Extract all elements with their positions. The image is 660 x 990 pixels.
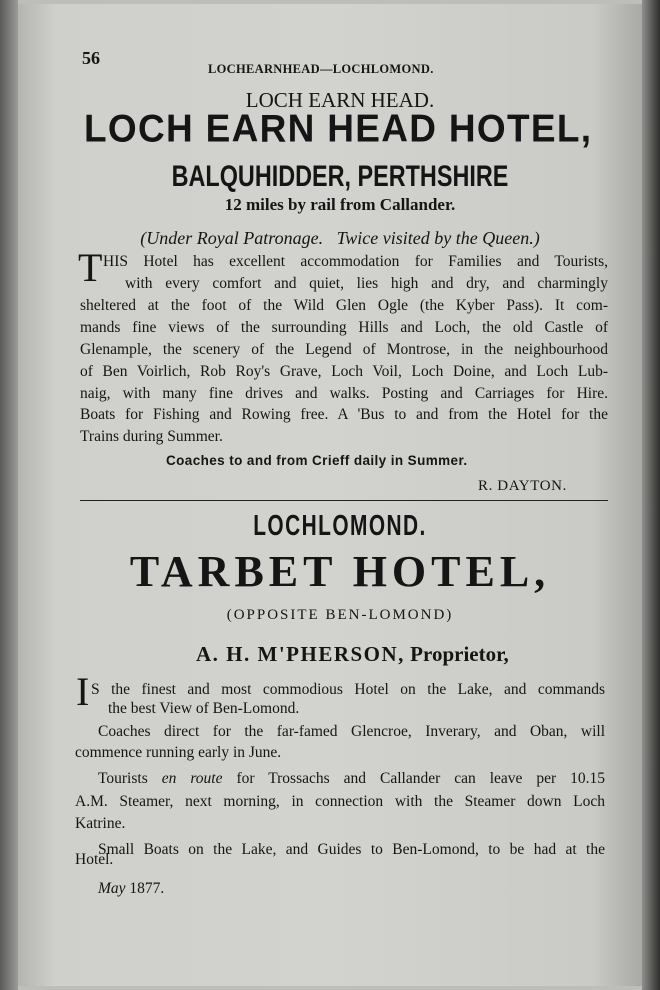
ad2-date	[98, 880, 164, 898]
ad1-line: naig, with many fine drives and walks. Posting and Carriages for Hire.	[80, 385, 608, 402]
book-spine-shadow	[0, 0, 18, 990]
section-divider	[80, 500, 608, 501]
ad2-kicker: LOCHLOMOND.	[253, 510, 427, 542]
ad2-text: Tourists	[98, 770, 148, 787]
ad1-drop-cap: T	[78, 245, 103, 290]
ad2-proprietor-role: Proprietor,	[410, 642, 509, 666]
ad1-line: Boats for Fishing and Rowing free. A 'Bus to and from the Hotel for the	[80, 406, 608, 423]
page-edge-shadow	[642, 0, 660, 990]
ad1-location: BALQUHIDDER, PERTHSHIRE	[171, 160, 509, 193]
ad2-title: TARBET HOTEL,	[129, 547, 551, 596]
ad2-date-month: May	[98, 880, 126, 897]
ad2-line: the best View of Ben-Lomond.	[108, 700, 300, 717]
ad1-line: Trains during Summer.	[80, 428, 223, 445]
ad1-line: mands fine views of the surrounding Hills and Loch, the old Castle of	[80, 319, 608, 336]
book-page	[18, 4, 642, 986]
ad1-line: of Ben Voirlich, Rob Roy's Grave, Loch Voil, Loch Doine, and Loch Lub-	[80, 363, 608, 380]
ad2-line: Hotel.	[75, 851, 114, 868]
ad2-proprietor-name: A. H. M'PHERSON,	[196, 642, 405, 666]
ad1-line: HIS Hotel has excellent accommodation for Families and Tourists,	[103, 253, 608, 270]
ad2-date-year: 1877.	[129, 880, 165, 897]
ad1-line: with every comfort and quiet, lies high and dry, and charmingly	[125, 275, 608, 292]
ad2-line: S the finest and most commodious Hotel on the Lake, and commands	[91, 681, 605, 698]
ad2-line: Katrine.	[75, 815, 126, 832]
ad1-line: sheltered at the foot of the Wild Glen Ogle (the Kyber Pass). It com-	[80, 297, 608, 314]
ad1-patronage: (Under Royal Patronage. Twice visited by the Queen.)	[140, 228, 540, 248]
ad1-title: LOCH EARN HEAD HOTEL,	[84, 106, 593, 150]
ad2-tourists-line	[98, 770, 605, 788]
ad2-line: Small Boats on the Lake, and Guides to Ben-Lomond, to be had at the	[98, 841, 605, 858]
ad2-subtitle: (OPPOSITE BEN-LOMOND)	[226, 607, 454, 623]
ad1-proprietor: R. DAYTON.	[478, 478, 567, 494]
ad2-line: Coaches direct for the far-famed Glencroe, Inverary, and Oban, will	[98, 723, 605, 740]
ad1-kicker: LOCH EARN HEAD.	[245, 88, 435, 112]
ad1-line: Glenample, the scenery of the Legend of Montrose, in the neighbourhood	[80, 341, 608, 358]
ad2-text: for Trossachs and Callander can leave per 10.15	[236, 770, 606, 787]
ad2-line: A.M. Steamer, next morning, in connection with the Steamer down Loch	[75, 793, 605, 810]
ad2-italic-text: en route	[161, 770, 223, 787]
ad2-drop-cap: I	[76, 669, 90, 714]
page-number: 56	[82, 48, 100, 68]
ad1-coaches: Coaches to and from Crieff daily in Summer.	[166, 453, 468, 468]
ad2-proprietor	[196, 642, 509, 667]
running-head: LOCHEARNHEAD—LOCHLOMOND.	[208, 62, 434, 76]
ad2-line: commence running early in June.	[75, 744, 282, 761]
ad1-distance: 12 miles by rail from Callander.	[224, 195, 456, 214]
